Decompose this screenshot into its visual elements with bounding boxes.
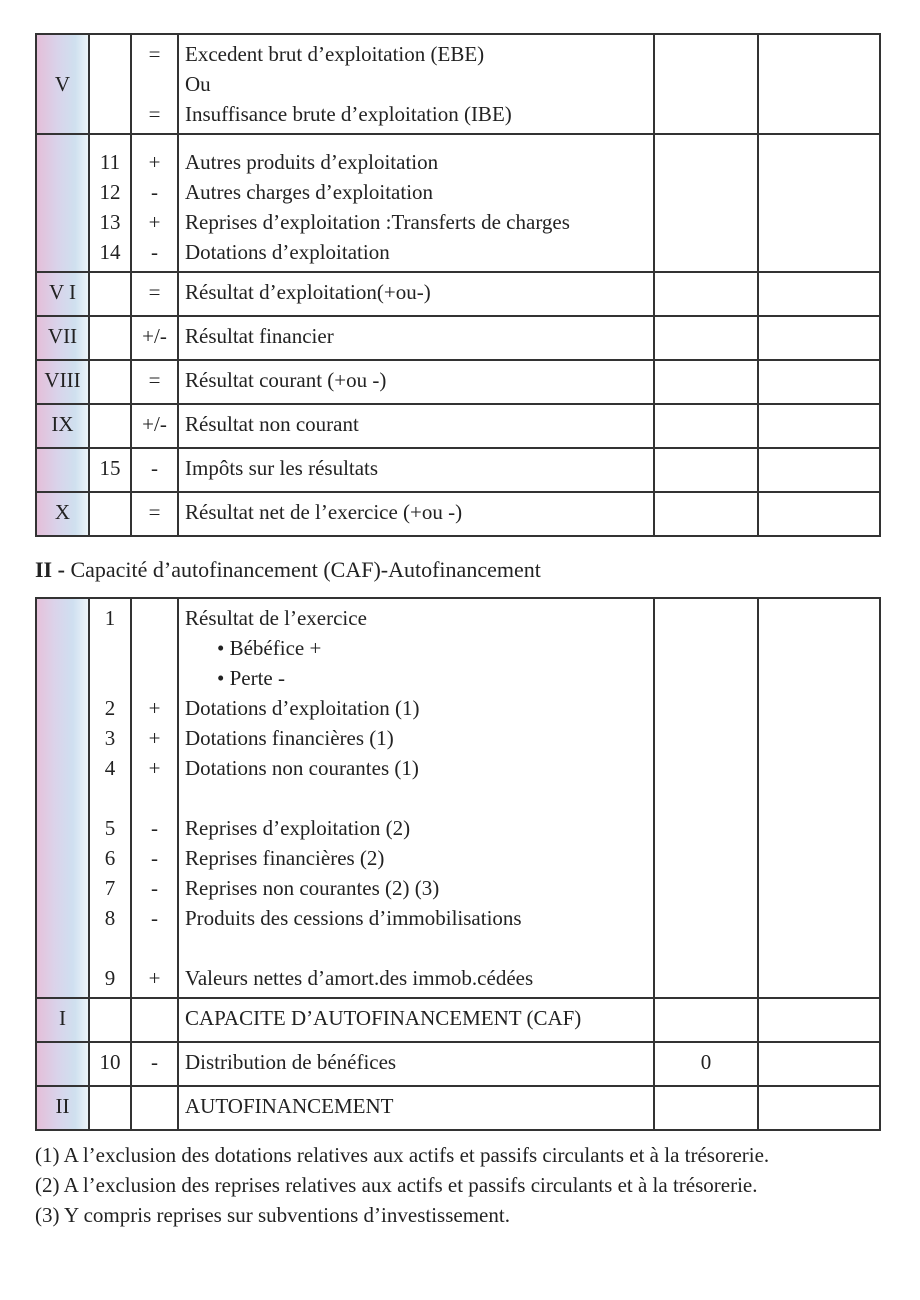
amount-cell-n: 0	[654, 1042, 758, 1086]
row-label: Impôts sur les résultats	[178, 448, 654, 492]
row-label: Résultat non courant	[178, 404, 654, 448]
amount-cell-n-1	[758, 34, 880, 134]
caf-table	[35, 597, 881, 1131]
row-number	[89, 492, 131, 536]
row-code: V I	[36, 272, 89, 316]
row-sign: -	[131, 1042, 178, 1086]
table-row	[36, 316, 880, 360]
amount-cell-n-1	[758, 272, 880, 316]
row-code	[36, 134, 89, 272]
row-label: Distribution de bénéfices	[178, 1042, 654, 1086]
row-label: Résultat de l’exercice • Bébéfice + • Perte - Dotations d’exploitation (1) Dotations financières (1) Dotations non courantes (1) Reprises d’exploitation (2) Reprises financières (2) Reprises non courantes (2) (3) Produits des cessions d’immobilisations Valeurs nettes d’amort.des immob.cédées	[178, 598, 654, 998]
row-number: 11 12 13 14	[89, 134, 131, 272]
row-number	[89, 272, 131, 316]
row-sign: +/-	[131, 404, 178, 448]
row-sign: +/-	[131, 316, 178, 360]
amount-cell-n-1	[758, 360, 880, 404]
amount-cell-n	[654, 1086, 758, 1130]
row-sign	[131, 1086, 178, 1130]
amount-cell-n	[654, 998, 758, 1042]
row-code	[36, 448, 89, 492]
row-label: Résultat financier	[178, 316, 654, 360]
footnote-3: (3) Y compris reprises sur subventions d’investissement.	[35, 1203, 510, 1227]
row-code: V	[36, 34, 89, 134]
amount-cell-n	[654, 598, 758, 998]
table-row	[36, 1042, 880, 1086]
amount-cell-n-1	[758, 448, 880, 492]
row-number	[89, 404, 131, 448]
row-code	[36, 1042, 89, 1086]
table-row	[36, 34, 880, 134]
row-number	[89, 998, 131, 1042]
row-code: I	[36, 998, 89, 1042]
row-code: VII	[36, 316, 89, 360]
table-row	[36, 134, 880, 272]
row-number: 15	[89, 448, 131, 492]
table-row	[36, 998, 880, 1042]
amount-cell-n	[654, 448, 758, 492]
row-label: Résultat net de l’exercice (+ou -)	[178, 492, 654, 536]
amount-cell-n	[654, 316, 758, 360]
row-sign: -	[131, 448, 178, 492]
table-row	[36, 1086, 880, 1130]
amount-cell-n-1	[758, 404, 880, 448]
table-row	[36, 448, 880, 492]
amount-cell-n-1	[758, 316, 880, 360]
amount-cell-n	[654, 272, 758, 316]
table-row	[36, 404, 880, 448]
row-number	[89, 316, 131, 360]
footnote-1: (1) A l’exclusion des dotations relatives aux actifs et passifs circulants et à la trésorerie.	[35, 1143, 770, 1167]
table-row	[36, 492, 880, 536]
amount-cell-n-1	[758, 598, 880, 998]
row-code	[36, 598, 89, 998]
amount-cell-n	[654, 34, 758, 134]
row-code: II	[36, 1086, 89, 1130]
row-number	[89, 1086, 131, 1130]
table-row	[36, 598, 880, 998]
row-label: Résultat d’exploitation(+ou-)	[178, 272, 654, 316]
amount-cell-n-1	[758, 134, 880, 272]
row-label: CAPACITE D’AUTOFINANCEMENT (CAF)	[178, 998, 654, 1042]
section-title-text: Capacité d’autofinancement (CAF)-Autofinancement	[70, 557, 541, 582]
amount-cell-n-1	[758, 1086, 880, 1130]
amount-cell-n-1	[758, 998, 880, 1042]
row-label: AUTOFINANCEMENT	[178, 1086, 654, 1130]
row-sign: =	[131, 492, 178, 536]
amount-cell-n	[654, 404, 758, 448]
table-row	[36, 272, 880, 316]
income-statement-table	[35, 33, 881, 537]
row-number	[89, 34, 131, 134]
row-number: 1 2 3 4 5 6 7 8 9	[89, 598, 131, 998]
row-number	[89, 360, 131, 404]
row-label: Autres produits d’exploitation Autres charges d’exploitation Reprises d’exploitation :Transferts de charges Dotations d’exploitation	[178, 134, 654, 272]
row-code: IX	[36, 404, 89, 448]
row-number: 10	[89, 1042, 131, 1086]
amount-cell-n	[654, 360, 758, 404]
row-label: Résultat courant (+ou -)	[178, 360, 654, 404]
amount-cell-n	[654, 134, 758, 272]
footnotes	[35, 1140, 895, 1230]
row-code: VIII	[36, 360, 89, 404]
section-title	[35, 557, 541, 583]
amount-cell-n-1	[758, 1042, 880, 1086]
row-sign: + + + - - - - +	[131, 598, 178, 998]
row-sign: = =	[131, 34, 178, 134]
row-sign	[131, 998, 178, 1042]
amount-cell-n-1	[758, 492, 880, 536]
row-sign: + - + -	[131, 134, 178, 272]
table-row	[36, 360, 880, 404]
row-sign: =	[131, 272, 178, 316]
amount-cell-n	[654, 492, 758, 536]
row-code: X	[36, 492, 89, 536]
footnote-2: (2) A l’exclusion des reprises relatives aux actifs et passifs circulants et à la trésorerie.	[35, 1173, 758, 1197]
row-sign: =	[131, 360, 178, 404]
row-label: Excedent brut d’exploitation (EBE) Ou Insuffisance brute d’exploitation (IBE)	[178, 34, 654, 134]
section-number: II -	[35, 557, 65, 582]
